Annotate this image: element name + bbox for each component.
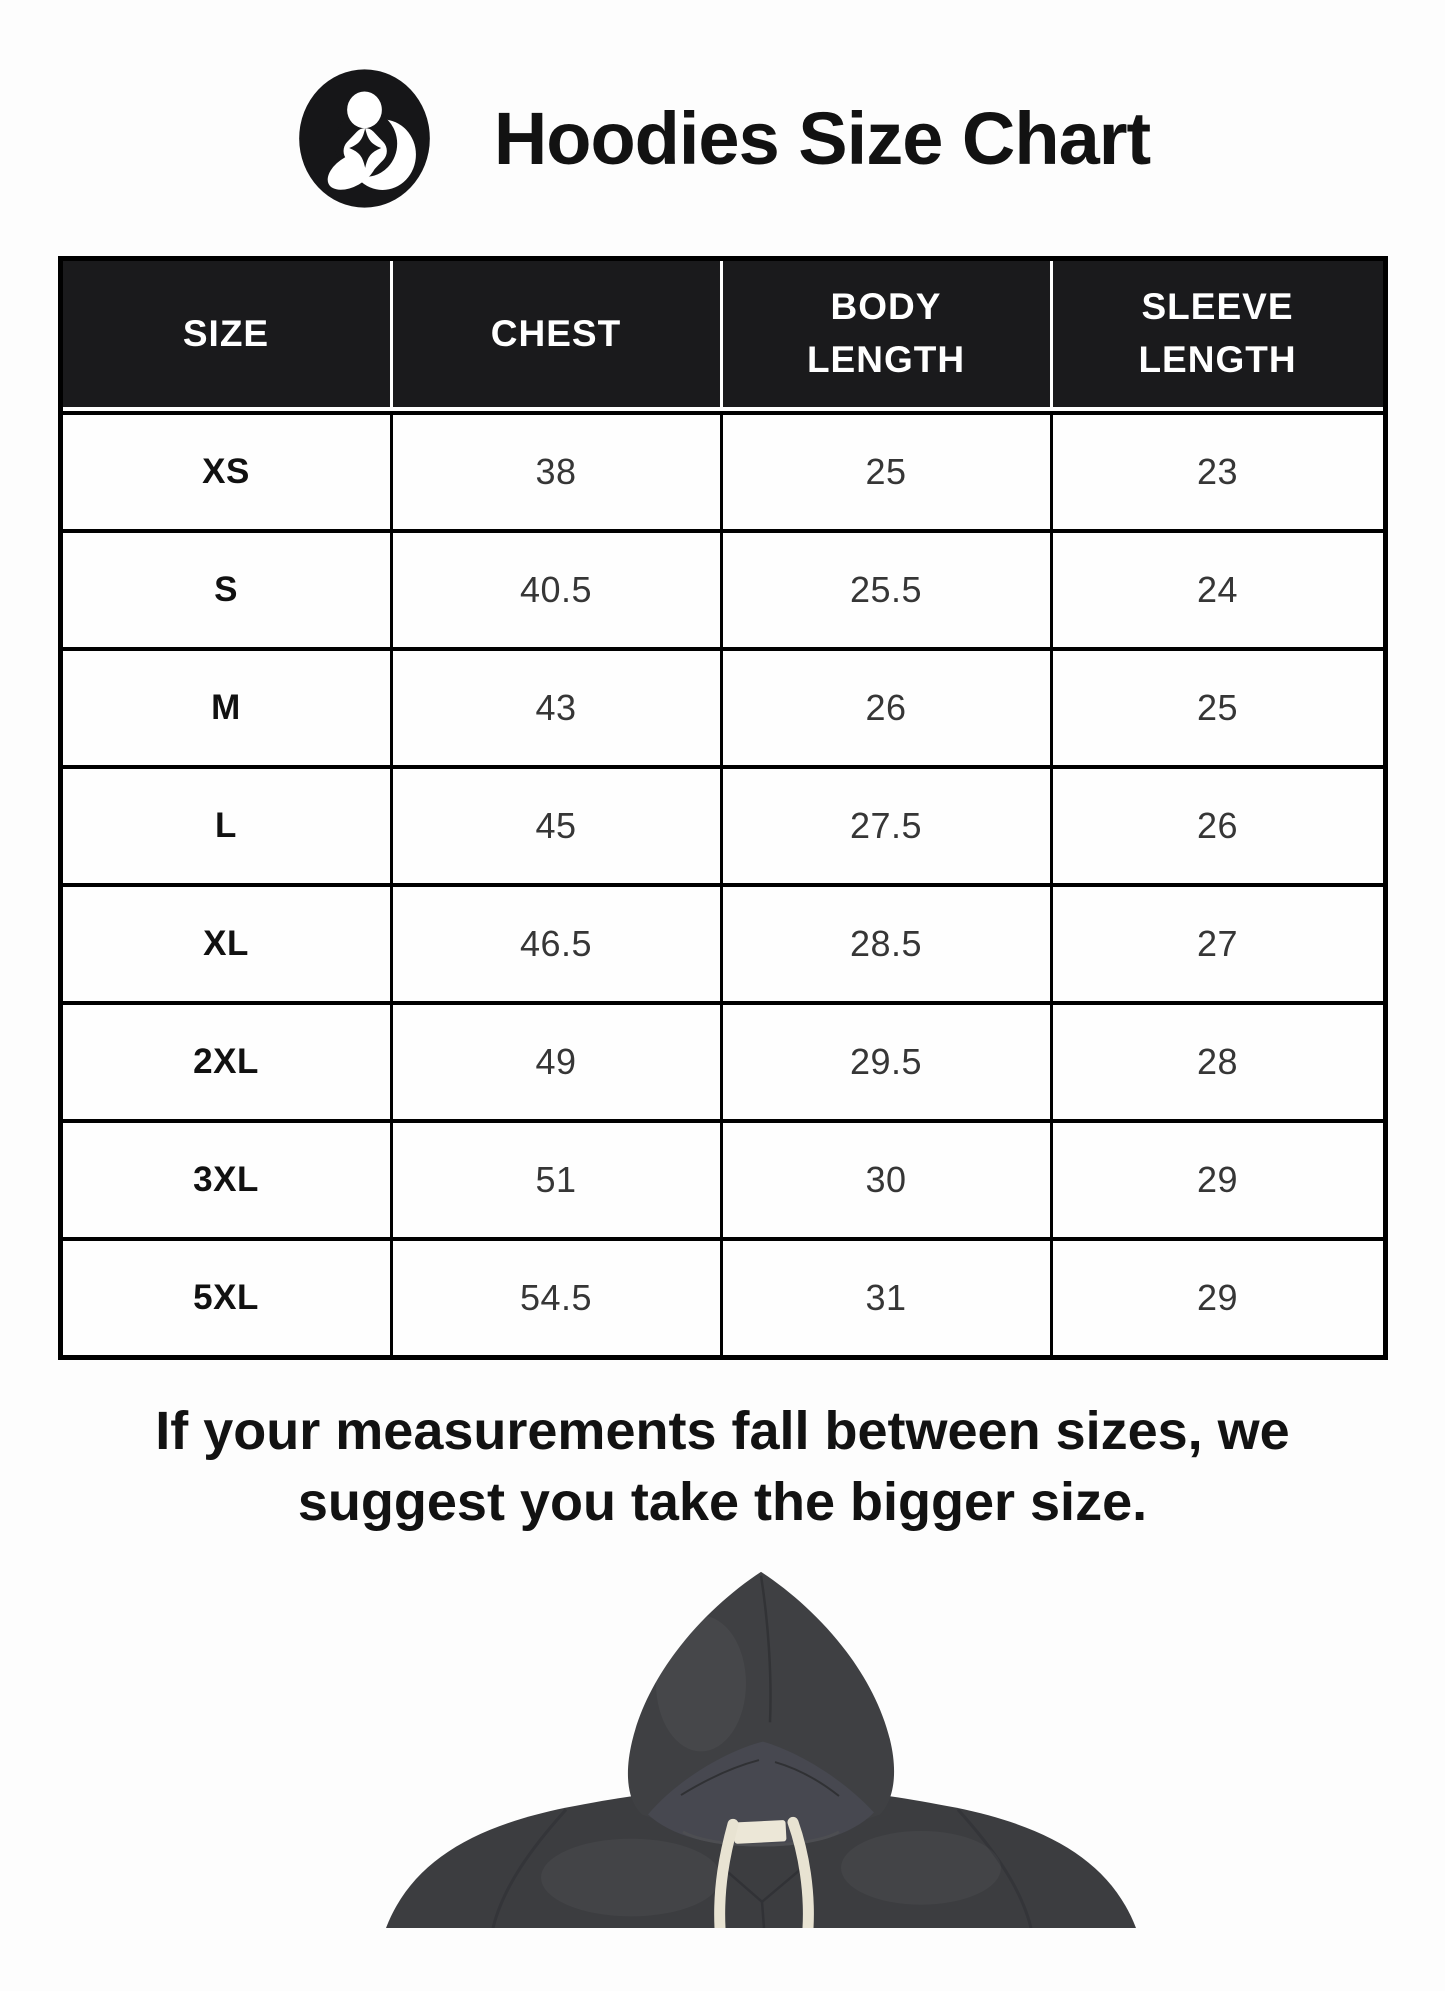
page — [0, 64, 1445, 1991]
body-length-cell: 25 — [723, 411, 1053, 529]
sizing-note-line1: If your measurements fall between sizes, we — [155, 1401, 1290, 1461]
table-row — [63, 1001, 1383, 1119]
chest-cell: 40.5 — [393, 529, 723, 647]
size-cell: 2XL — [63, 1001, 393, 1119]
size-cell: 5XL — [63, 1237, 393, 1355]
chest-cell: 43 — [393, 647, 723, 765]
size-cell: XL — [63, 883, 393, 1001]
chest-cell: 51 — [393, 1119, 723, 1237]
sleeve-length-cell: 27 — [1053, 883, 1383, 1001]
table-row — [63, 1119, 1383, 1237]
header-bar — [0, 64, 1445, 212]
size-cell: S — [63, 529, 393, 647]
table-row — [63, 883, 1383, 1001]
sleeve-length-cell: 25 — [1053, 647, 1383, 765]
chest-cell: 45 — [393, 765, 723, 883]
column-header-chest — [393, 261, 723, 411]
sleeve-length-cell: 29 — [1053, 1119, 1383, 1237]
sleeve-length-cell: 24 — [1053, 529, 1383, 647]
brand-logo — [295, 65, 434, 212]
table-header-row — [63, 261, 1383, 411]
column-header-line: BODY — [830, 286, 942, 328]
chest-cell: 38 — [393, 411, 723, 529]
column-header-line: LENGTH — [806, 339, 966, 380]
size-chart-table — [58, 256, 1388, 1360]
table-row — [63, 411, 1383, 529]
sleeve-length-cell: 28 — [1053, 1001, 1383, 1119]
table-row — [63, 647, 1383, 765]
body-length-cell: 29.5 — [723, 1001, 1053, 1119]
column-header-line: CHEST — [490, 312, 622, 354]
hoodie-illustration — [381, 1567, 1141, 1928]
column-header-size — [63, 261, 393, 411]
chest-cell: 46.5 — [393, 883, 723, 1001]
size-cell: XS — [63, 411, 393, 529]
size-cell: L — [63, 765, 393, 883]
hoodie-product-photo — [381, 1567, 1141, 1928]
body-length-cell: 28.5 — [723, 883, 1053, 1001]
column-header-line: SLEEVE — [1141, 286, 1294, 328]
body-length-cell: 30 — [723, 1119, 1053, 1237]
size-cell: M — [63, 647, 393, 765]
sleeve-length-cell: 23 — [1053, 411, 1383, 529]
column-header-line: LENGTH — [1138, 339, 1297, 380]
chest-cell: 49 — [393, 1001, 723, 1119]
page-title: Hoodies Size Chart — [493, 96, 1151, 180]
column-header-line: SIZE — [182, 312, 270, 354]
sizing-note — [0, 1396, 1445, 1539]
body-length-cell: 26 — [723, 647, 1053, 765]
table-row — [63, 1237, 1383, 1355]
table-row — [63, 765, 1383, 883]
mother-and-baby-logo-icon — [295, 65, 434, 212]
body-length-cell: 31 — [723, 1237, 1053, 1355]
column-header-body-length — [723, 261, 1053, 411]
sizing-note-line2: suggest you take the bigger size. — [297, 1472, 1148, 1533]
chest-cell: 54.5 — [393, 1237, 723, 1355]
sleeve-length-cell: 26 — [1053, 765, 1383, 883]
table-row — [63, 529, 1383, 647]
sleeve-length-cell: 29 — [1053, 1237, 1383, 1355]
size-cell: 3XL — [63, 1119, 393, 1237]
body-length-cell: 25.5 — [723, 529, 1053, 647]
column-header-sleeve-length — [1053, 261, 1383, 411]
body-length-cell: 27.5 — [723, 765, 1053, 883]
